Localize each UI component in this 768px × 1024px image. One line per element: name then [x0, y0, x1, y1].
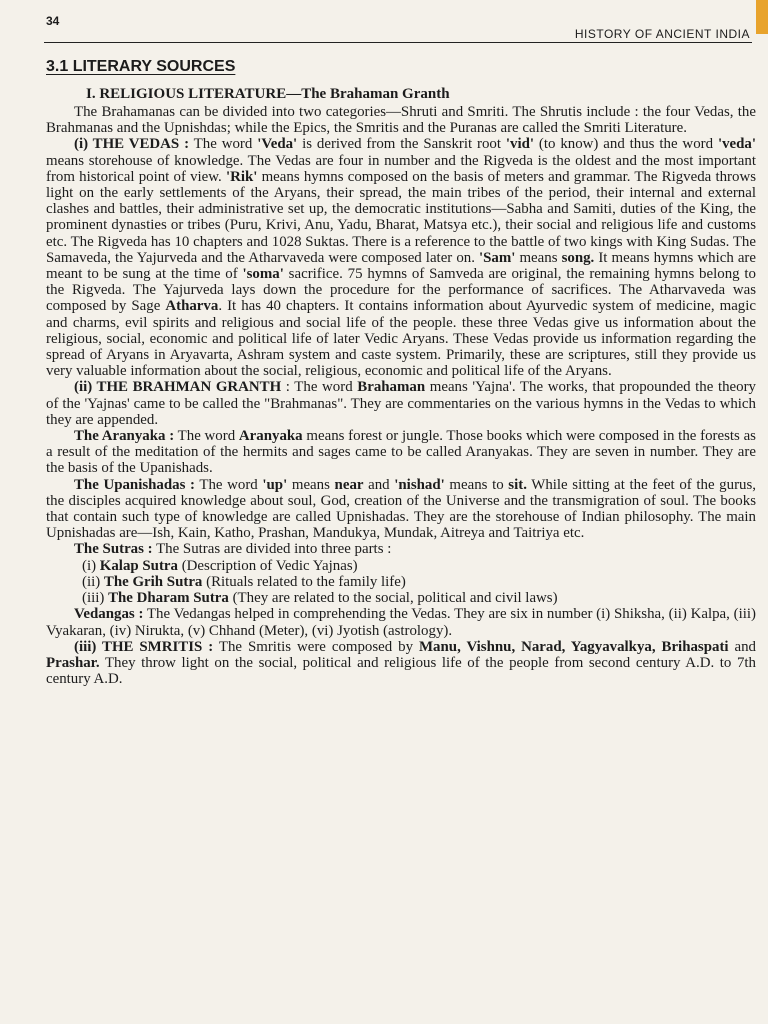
header-rule [44, 42, 752, 43]
vedangas-heading: Vedangas : [74, 606, 144, 623]
granth-heading: (ii) THE BRAHMAN GRANTH [74, 379, 282, 396]
smritis-heading: (iii) THE SMRITIS : [74, 638, 214, 655]
section-title: 3.1 LITERARY SOURCES [46, 58, 236, 75]
paragraph-brahman-granth: (ii) THE BRAHMAN GRANTH : The word Brahaman means 'Yajna'. The works, that propounded the theory of the 'Yajnas' came to be called the "Brahmanas". They are commentaries on the various hymns in the Vedas to which they are appended. [46, 379, 756, 428]
sutra-item: (ii) The Grih Sutra (Rituals related to the family life) [82, 573, 406, 590]
paragraph-vedas: (i) THE VEDAS : The word 'Veda' is derived from the Sanskrit root 'vid' (to know) and thus the word 'veda' means storehouse of knowledge. The Vedas are four in number and the Rigveda is the oldest and the most important from historical point of view. 'Rik' means hymns composed on the basis of meters and grammar. The Rigveda throws light on the early settlements of the Aryans, their spread, the main tribes of the period, their internal and external clashes and battles, their administrative set up, the democratic institutions—Sabha and Samiti, duties of the King, the prominent dynasties or tribes (Puru, Krivi, Anu, Yadu, Bharat, Matsya etc.), their social and religious life and customs etc. The Rigveda has 10 chapters and 1028 Suktas. There is a reference to the battle of two kings with King Sudas. The Samaveda, the Yajurveda and the Atharvaveda were composed later on. 'Sam' means song. It means hymns which are meant to be sung at the time of 'soma' sacrifice. 75 hymns of Samveda are original, the remaining hymns belong to the Rigveda. The Yajurveda lays down the procedure for the performance of sacrifices. The Atharvaveda was composed by Sage Atharva. It has 40 chapters. It contains information about Ayurvedic system of medicine, magic and charms, evil spirits and religious and social life of the people. these three Vedas give us information about the religious, social, economic and political life of later Vedic Aryans. These Vedas provide us information regarding the spread of Aryans in Aryavarta, Ashram system and caste system. Primarily, these are scriptures, still they provide us very valuable information about the social, religious, economic and political life of the Aryans. [46, 136, 757, 380]
upanishadas-heading: The Upanishadas : [74, 476, 195, 493]
subsection-title: I. RELIGIOUS LITERATURE—The Brahaman Granth [86, 86, 450, 102]
paragraph-upanishadas: The Upanishadas : The word 'up' means near and 'nishad' means to sit. While sitting at the feet of the gurus, the disciples acquired knowledge about soul, God, creation of the Universe and the transmigration of soul. The books that contain such type of knowledge are called Upnishadas. They are the storehouse of Indian philosophy. The main Upnishadas are—Ish, Kain, Katho, Prashan, Mandukya, Mundak, Aitreya and Taitriya etc. [46, 476, 756, 542]
sutra-item: (i) Kalap Sutra (Description of Vedic Yajnas) [82, 557, 358, 574]
page-number: 34 [46, 14, 60, 28]
paragraph-aranyaka: The Aranyaka : The word Aranyaka means forest or jungle. Those books which were composed in the forests as a result of the meditation of the hermits and sages came to be called Aranyakas. They are seven in number. They are the basis of the Upanishads. [46, 428, 756, 477]
sutra-item: (iii) The Dharam Sutra (They are related to the social, political and civil laws) [82, 590, 558, 607]
paragraph-vedangas: Vedangas : The Vedangas helped in comprehending the Vedas. They are six in number (i) Shiksha, (ii) Kalpa, (iii) Vyakaran, (iv) Nirukta, (v) Chhand (Meter), (vi) Jyotish (astrology). [46, 606, 756, 639]
aranyaka-heading: The Aranyaka : [74, 428, 175, 445]
paragraph-sutras: The Sutras : The Sutras are divided into three parts : [74, 541, 392, 558]
paragraph-smritis: (iii) THE SMRITIS : The Smritis were composed by Manu, Vishnu, Narad, Yagyavalkya, Brihaspati and Prashar. They throw light on the social, political and religious life of the people from second century A.D. to 7th century A.D. [46, 638, 756, 688]
page-edge-tab [756, 0, 768, 34]
running-header: HISTORY OF ANCIENT INDIA [574, 27, 750, 41]
sutras-heading: The Sutras : [74, 541, 153, 558]
page-body [46, 58, 756, 687]
vedas-heading: (i) THE VEDAS : [74, 136, 190, 153]
paragraph-intro: The Brahamanas can be divided into two categories—Shruti and Smriti. The Shrutis include : the four Vedas, the Brahmanas and the Upnishdas; while the Epics, the Smritis and the Puranas are called the Smriti Literature. [46, 104, 756, 137]
